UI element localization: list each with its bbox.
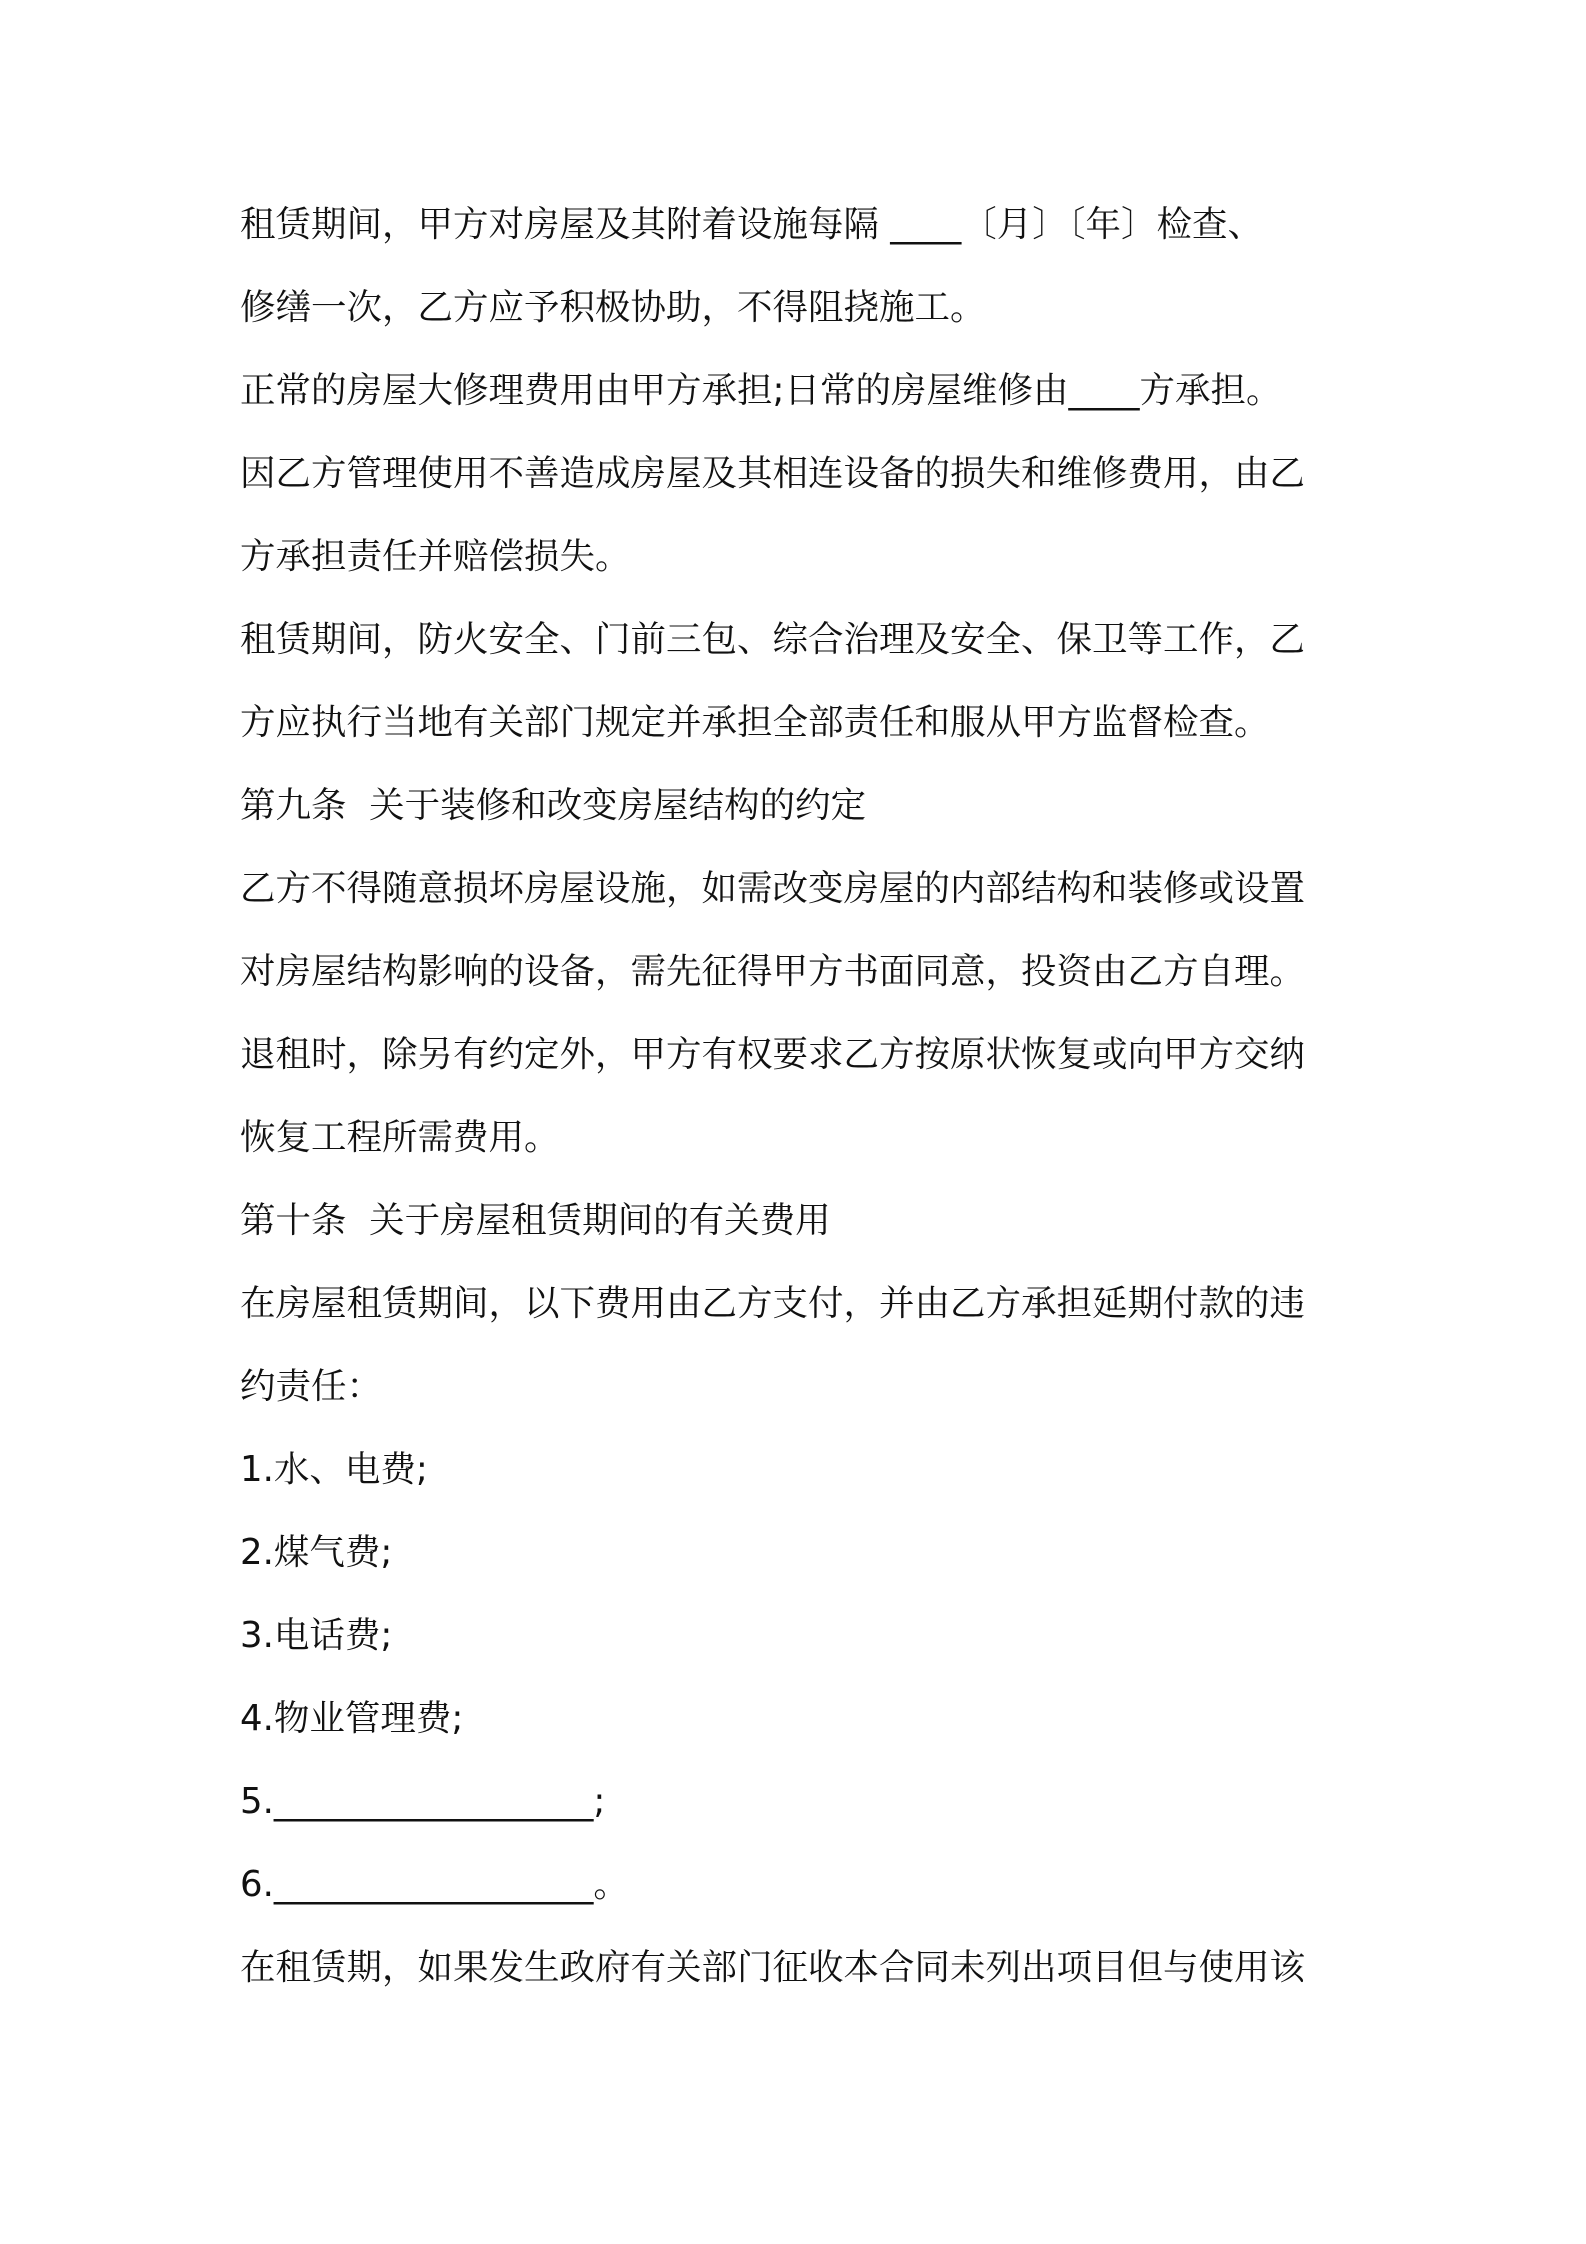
paragraph-line: 方应执行当地有关部门规定并承担全部责任和服从甲方监督检查。 [240,702,1270,743]
paragraph-line: 约责任： [240,1366,383,1407]
list-item: 2.煤气费; [240,1532,393,1573]
list-item: 4.物业管理费; [240,1698,464,1739]
list-item-blank: 5.__________________; [240,1781,606,1822]
paragraph-line: 在房屋租赁期间，以下费用由乙方支付，并由乙方承担延期付款的违 [240,1283,1306,1324]
paragraph-line: 修缮一次，乙方应予积极协助，不得阻挠施工。 [240,287,986,328]
section-heading-article-10: 第十条 关于房屋租赁期间的有关费用 [240,1200,831,1241]
paragraph-line: 恢复工程所需费用。 [240,1117,560,1158]
paragraph-line: 对房屋结构影响的设备，需先征得甲方书面同意，投资由乙方自理。 [240,951,1306,992]
list-item: 1.水、电费; [240,1449,428,1490]
paragraph-line: 租赁期间，甲方对房屋及其附着设施每隔 ____〔月〕〔年〕检查、 [240,204,1264,245]
paragraph-line: 正常的房屋大修理费用由甲方承担;日常的房屋维修由____方承担。 [240,370,1282,411]
list-item: 3.电话费; [240,1615,393,1656]
paragraph-line: 因乙方管理使用不善造成房屋及其相连设备的损失和维修费用，由乙 [240,453,1306,494]
list-item-blank: 6.__________________。 [240,1864,629,1905]
paragraph-line: 在租赁期，如果发生政府有关部门征收本合同未列出项目但与使用该 [240,1947,1306,1988]
section-heading-article-9: 第九条 关于装修和改变房屋结构的约定 [240,785,867,826]
paragraph-line: 租赁期间，防火安全、门前三包、综合治理及安全、保卫等工作，乙 [240,619,1306,660]
paragraph-line: 乙方不得随意损坏房屋设施，如需改变房屋的内部结构和装修或设置 [240,868,1306,909]
paragraph-line: 退租时，除另有约定外，甲方有权要求乙方按原状恢复或向甲方交纳 [240,1034,1306,1075]
paragraph-line: 方承担责任并赔偿损失。 [240,536,631,577]
